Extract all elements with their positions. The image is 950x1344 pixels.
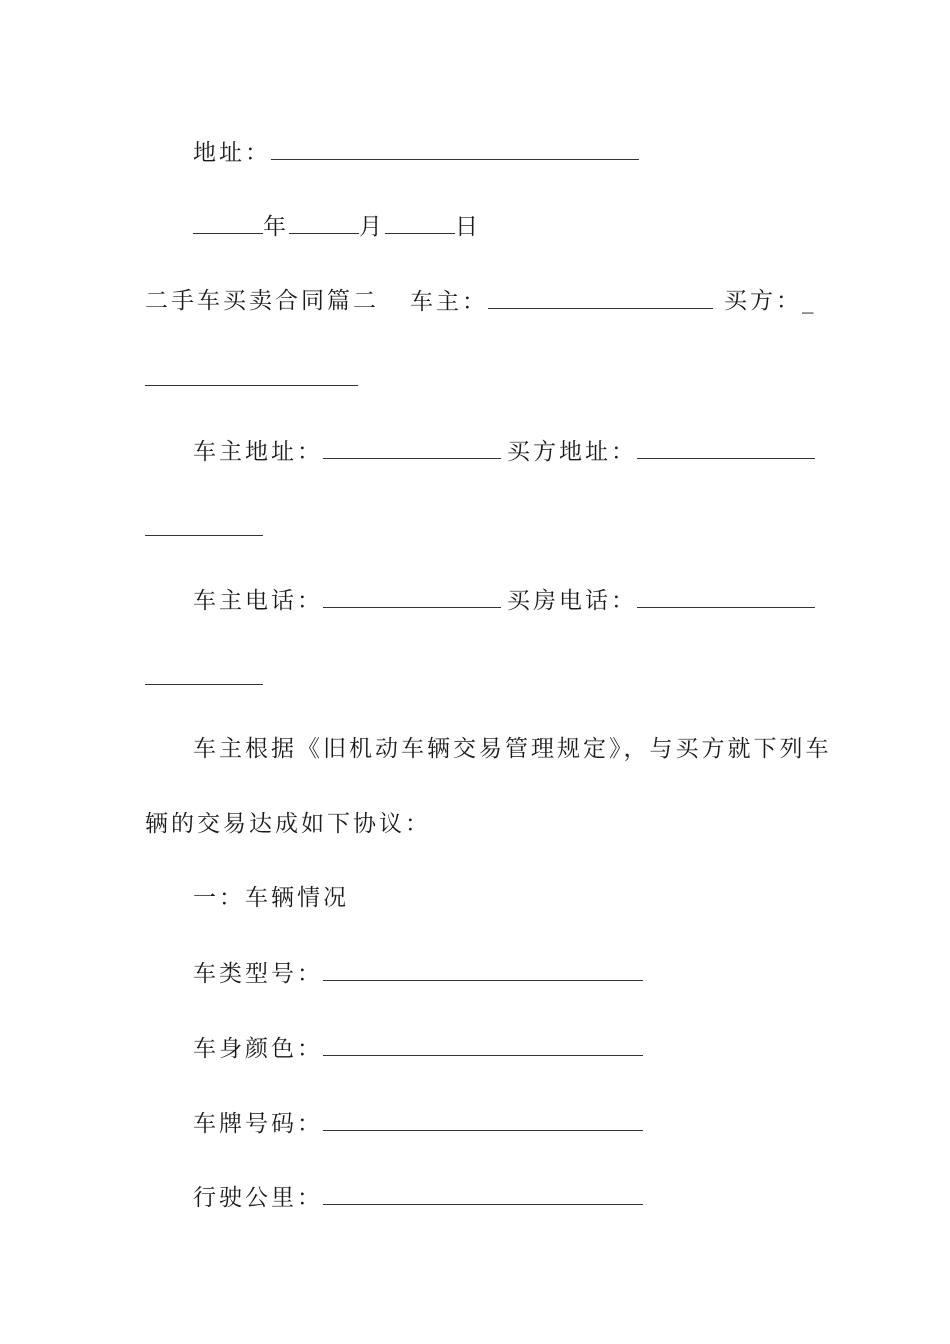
buyer-address-label: 买方地址： <box>507 439 637 465</box>
month-blank <box>289 211 359 234</box>
owner-address-row <box>193 436 501 466</box>
buyer-phone-label: 买房电话： <box>507 588 637 614</box>
buyer-blank <box>145 384 358 386</box>
month-label: 月 <box>359 214 385 240</box>
mileage-label: 行驶公里： <box>193 1185 323 1211</box>
owner-phone-label: 车主电话： <box>193 588 323 614</box>
address-label: 地址： <box>193 140 271 166</box>
mileage-blank <box>323 1182 643 1205</box>
buyer-address-blank <box>637 436 815 459</box>
intro-line-1: 车主根据《旧机动车辆交易管理规定》，与买方就下列车 <box>193 736 832 762</box>
mileage-row <box>193 1182 643 1212</box>
vehicle-color-row <box>193 1033 643 1063</box>
vehicle-model-row <box>193 958 643 988</box>
vehicle-color-blank <box>323 1033 643 1056</box>
owner-blank <box>488 286 713 309</box>
day-label: 日 <box>455 214 481 240</box>
plate-number-label: 车牌号码： <box>193 1111 323 1137</box>
vehicle-heading: 一：车辆情况 <box>193 885 349 911</box>
owner-label: 车主： <box>410 289 488 315</box>
day-blank <box>385 211 455 234</box>
buyer-address-blank-cont <box>145 534 263 536</box>
owner-address-label: 车主地址： <box>193 439 323 465</box>
date-row <box>193 211 481 241</box>
buyer-label: 买方：_ <box>724 288 817 314</box>
buyer-phone-blank <box>637 585 815 608</box>
intro-line-2: 辆的交易达成如下协议： <box>145 811 431 837</box>
owner-phone-blank <box>323 585 501 608</box>
year-label: 年 <box>263 214 289 240</box>
address-row <box>193 137 639 167</box>
plate-number-row <box>193 1108 643 1138</box>
vehicle-model-label: 车类型号： <box>193 961 323 987</box>
owner-phone-row <box>193 585 501 615</box>
buyer-phone-row <box>507 585 815 615</box>
vehicle-model-blank <box>323 958 643 981</box>
owner-row <box>410 286 713 316</box>
section-title: 二手车买卖合同篇二 <box>145 288 379 314</box>
vehicle-color-label: 车身颜色： <box>193 1036 323 1062</box>
year-blank <box>193 211 263 234</box>
buyer-address-row <box>507 436 815 466</box>
owner-address-blank <box>323 436 501 459</box>
address-blank <box>271 137 639 160</box>
buyer-phone-blank-cont <box>145 683 263 685</box>
plate-number-blank <box>323 1108 643 1131</box>
